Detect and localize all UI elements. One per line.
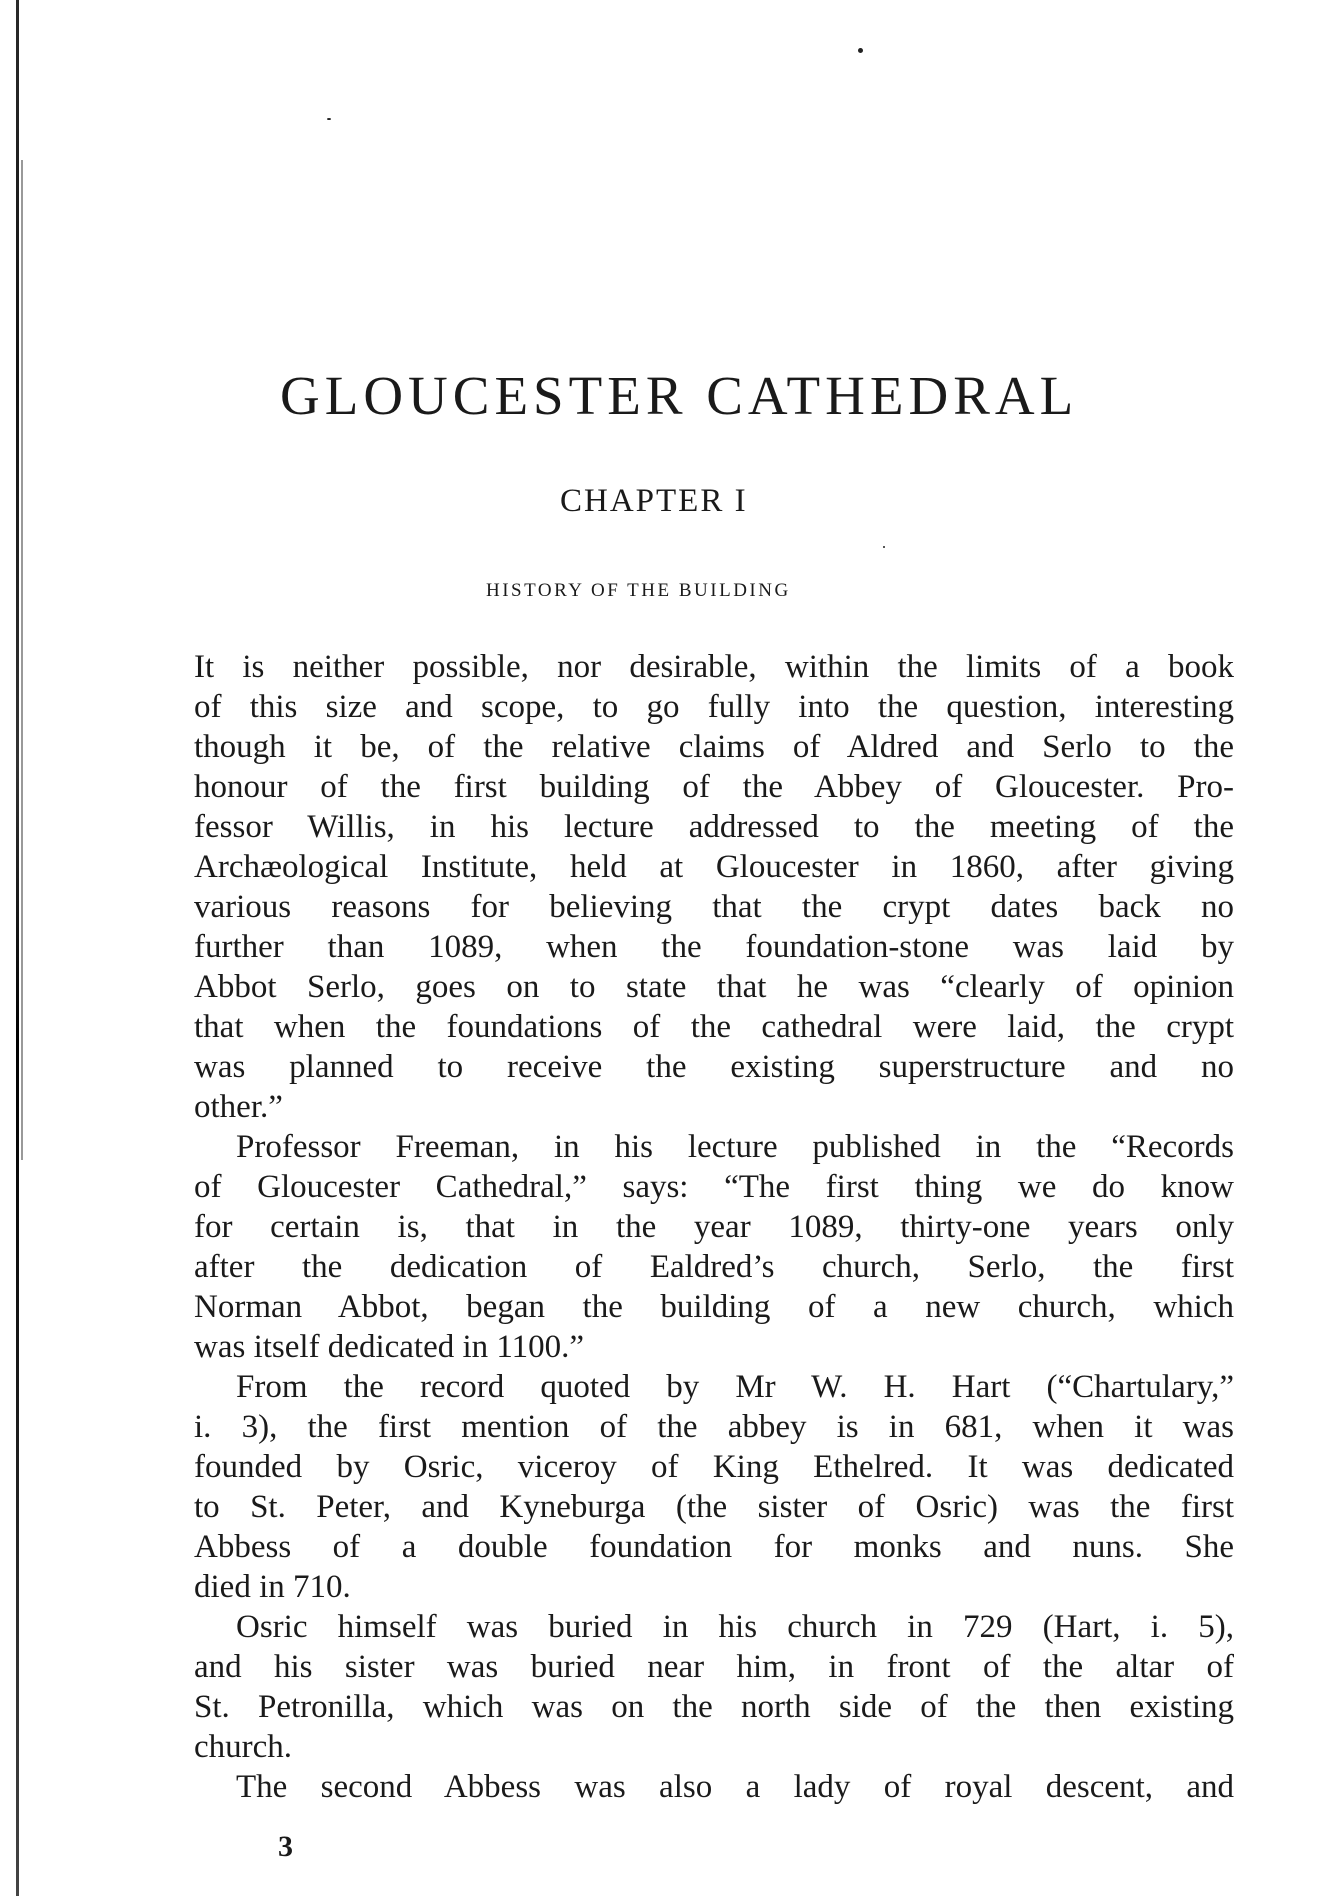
text-line: It is neither possible, nor desirable, within the limits of a book — [194, 649, 1234, 685]
body-text — [194, 647, 1234, 1807]
text-line: The second Abbess was also a lady of royal descent, and — [236, 1769, 1234, 1805]
scan-speck — [883, 546, 885, 548]
text-line: other.” — [194, 1089, 283, 1125]
text-line: of this size and scope, to go fully into the question, interesting — [194, 689, 1234, 725]
scan-speck — [327, 118, 331, 120]
text-line: after the dedication of Ealdred’s church, Serlo, the first — [194, 1249, 1234, 1285]
text-line: that when the foundations of the cathedral were laid, the crypt — [194, 1009, 1234, 1045]
scan-binding-shadow — [21, 160, 23, 1160]
text-line: to St. Peter, and Kyneburga (the sister of Osric) was the first — [194, 1489, 1234, 1525]
text-line: died in 710. — [194, 1569, 351, 1605]
text-line: Archæological Institute, held at Gloucester in 1860, after giving — [194, 849, 1234, 885]
text-line: founded by Osric, viceroy of King Ethelred. It was dedicated — [194, 1449, 1234, 1485]
chapter-heading: CHAPTER I — [560, 483, 748, 519]
text-line: though it be, of the relative claims of Aldred and Serlo to the — [194, 729, 1234, 765]
scan-speck — [858, 48, 863, 53]
text-line: of Gloucester Cathedral,” says: “The first thing we do know — [194, 1169, 1234, 1205]
paragraph — [194, 1767, 1234, 1807]
text-line: was planned to receive the existing superstructure and no — [194, 1049, 1234, 1085]
page-number: 3 — [278, 1830, 293, 1863]
text-line: was itself dedicated in 1100.” — [194, 1329, 585, 1365]
text-line: i. 3), the first mention of the abbey is in 681, when it was — [194, 1409, 1234, 1445]
paragraph — [194, 1367, 1234, 1607]
paragraph — [194, 1607, 1234, 1767]
text-line: and his sister was buried near him, in front of the altar of — [194, 1649, 1234, 1685]
text-line: honour of the first building of the Abbey of Gloucester. Pro- — [194, 769, 1234, 805]
text-line: Abbot Serlo, goes on to state that he was “clearly of opinion — [194, 969, 1234, 1005]
book-title: GLOUCESTER CATHEDRAL — [280, 365, 1079, 426]
text-line: various reasons for believing that the crypt dates back no — [194, 889, 1234, 925]
text-line: further than 1089, when the foundation-stone was laid by — [194, 929, 1234, 965]
text-line: Professor Freeman, in his lecture published in the “Records — [236, 1129, 1234, 1165]
text-line: church. — [194, 1729, 293, 1765]
text-line: for certain is, that in the year 1089, thirty-one years only — [194, 1209, 1234, 1245]
scan-binding-edge — [16, 0, 19, 1896]
text-line: fessor Willis, in his lecture addressed to the meeting of the — [194, 809, 1234, 845]
text-line: Norman Abbot, began the building of a new church, which — [194, 1289, 1234, 1325]
paragraph — [194, 1127, 1234, 1367]
section-heading: HISTORY OF THE BUILDING — [486, 580, 791, 601]
text-line: St. Petronilla, which was on the north side of the then existing — [194, 1689, 1234, 1725]
text-line: From the record quoted by Mr W. H. Hart (“Chartulary,” — [236, 1369, 1234, 1405]
text-line: Abbess of a double foundation for monks and nuns. She — [194, 1529, 1234, 1565]
text-line: Osric himself was buried in his church in 729 (Hart, i. 5), — [236, 1609, 1234, 1645]
paragraph — [194, 647, 1234, 1127]
